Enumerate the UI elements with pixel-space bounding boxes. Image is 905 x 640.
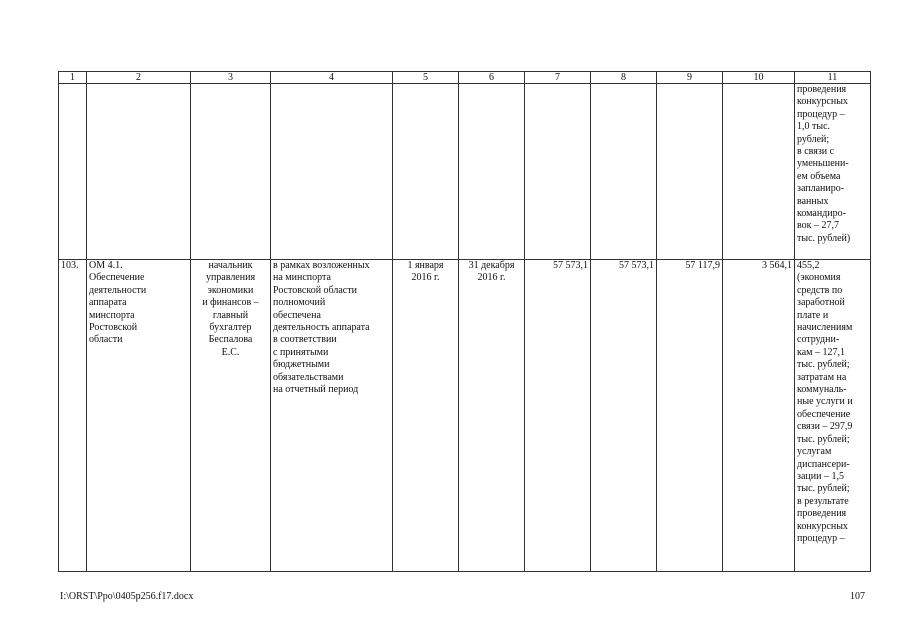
table-cell	[525, 84, 591, 260]
header-cell: 3	[191, 72, 271, 84]
header-cell: 7	[525, 72, 591, 84]
header-cell: 6	[459, 72, 525, 84]
header-cell: 11	[795, 72, 871, 84]
page-number: 107	[850, 591, 865, 602]
table-row-continuation	[59, 84, 871, 260]
header-cell: 9	[657, 72, 723, 84]
file-path: I:\ORST\Ppo\0405p256.f17.docx	[60, 591, 194, 602]
table-row-103	[59, 260, 871, 572]
explanation-cell: 455,2 (экономия средств по заработной плате и начислениям сотрудни- кам – 127,1 тыс. рублей; затратам на коммуналь- ные услуги и обеспечение связи – 297,9 тыс. рублей; услугам диспансери- зации – 1,5 тыс. рублей; в результате проведения конкурсных процедур –	[795, 260, 871, 572]
table-cell	[459, 84, 525, 260]
table-cell	[271, 84, 393, 260]
header-cell: 10	[723, 72, 795, 84]
header-cell: 5	[393, 72, 459, 84]
responsible-cell: начальник управления экономики и финансов – главный бухгалтер Беспалова Е.С.	[191, 260, 271, 572]
header-cell: 4	[271, 72, 393, 84]
explanation-cell: проведения конкурсных процедур – 1,0 тыс. рублей; в связи с уменьшени- ем объема запланиро- ванных командиро- вок – 27,7 тыс. рублей)	[795, 84, 871, 260]
measure-name-cell: ОМ 4.1. Обеспечение деятельности аппарата минспорта Ростовской области	[87, 260, 191, 572]
table-cell	[59, 84, 87, 260]
end-date-cell: 31 декабря 2016 г.	[459, 260, 525, 572]
result-cell: в рамках возложенных на минспорта Ростовской области полномочий обеспечена деятельность аппарата в соответствии с принятыми бюджетными обязательствами на отчетный период	[271, 260, 393, 572]
report-table	[58, 71, 871, 572]
header-cell: 2	[87, 72, 191, 84]
header-row	[59, 72, 871, 84]
table-cell	[191, 84, 271, 260]
table-cell	[393, 84, 459, 260]
amount-cell: 57 573,1	[591, 260, 657, 572]
header-cell: 8	[591, 72, 657, 84]
table-cell	[657, 84, 723, 260]
header-cell: 1	[59, 72, 87, 84]
table-cell	[723, 84, 795, 260]
table-cell	[591, 84, 657, 260]
row-number: 103.	[59, 260, 87, 572]
amount-cell: 3 564,1	[723, 260, 795, 572]
amount-cell: 57 573,1	[525, 260, 591, 572]
table-cell	[87, 84, 191, 260]
start-date-cell: 1 января 2016 г.	[393, 260, 459, 572]
amount-cell: 57 117,9	[657, 260, 723, 572]
